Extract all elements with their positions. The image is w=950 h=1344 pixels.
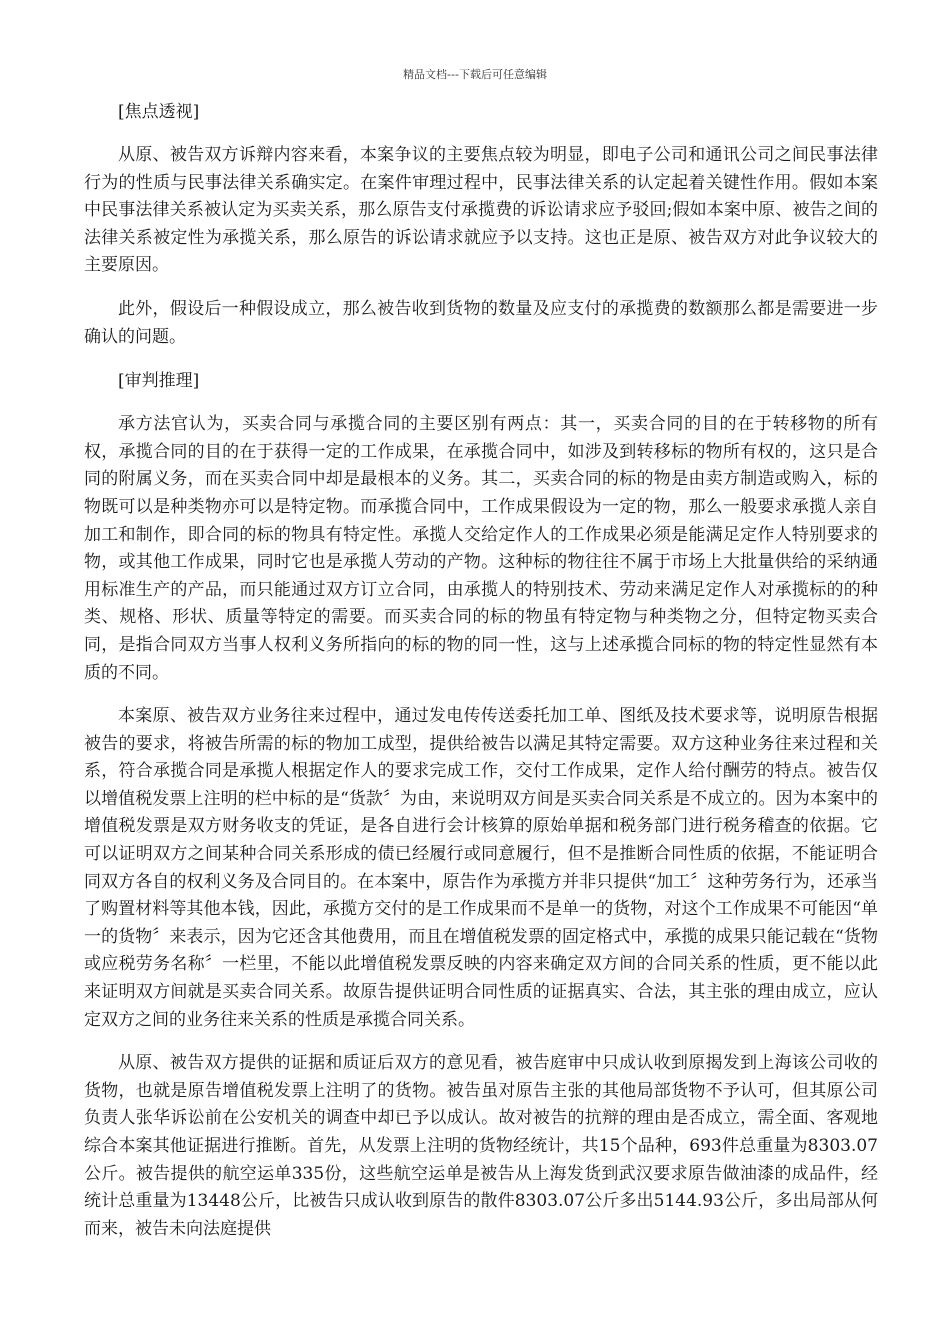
section-heading-focus: [焦点透视] [118,102,200,122]
paragraph: 承方法官认为，买卖合同与承揽合同的主要区别有两点：其一，买卖合同的目的在于转移物的所有权，承揽合同的目的在于获得一定的工作成果，在承揽合同中，如涉及到转移标的物所有权的，这只是合同的附属义务，而在买卖合同中却是最根本的义务。其二，买卖合同的标的物是由卖方制造或购入，标的物既可以是种类物亦可以是特定物。而承揽合同中，工作成果假设为一定的物，那么一般要求承揽人亲自加工和制作，即合同的标的物具有特定性。承揽人交给定作人的工作成果必须是能满足定作人特别要求的物，或其他工作成果，同时它也是承揽人劳动的产物。这种标的物往往不属于市场上大批量供给的采纳通用标准生产的产品，而只能通过双方订立合同，由承揽人的特别技术、劳动来满足定作人对承揽标的的种类、规格、形状、质量等特定的需要。而买卖合同的标的物虽有特定物与种类物之分，但特定物买卖合同，是指合同双方当事人权利义务所指向的标的物的同一性，这与上述承揽合同标的物的特定性显然有本质的不同。 [84,414,878,683]
document-body [84,98,878,1259]
paragraph: 此外，假设后一种假设成立，那么被告收到货物的数量及应支付的承揽费的数额那么都是需要进一步确认的问题。 [84,298,878,347]
paragraph: 本案原、被告双方业务往来过程中，通过发电传传送委托加工单、图纸及技术要求等，说明原告根据被告的要求，将被告所需的标的物加工成型，提供给被告以满足其特定需要。双方这种业务往来过程和关系，符合承揽合同是承揽人根据定作人的要求完成工作，交付工作成果，定作人给付酬劳的特点。被告仅以增值税发票上注明的栏中标的是“货款〞为由，来说明双方间是买卖合同关系是不成立的。因为本案中的增值税发票是双方财务收支的凭证，是各自进行会计核算的原始单据和税务部门进行税务稽查的依据。它可以证明双方之间某种合同关系形成的债已经履行或同意履行，但不是推断合同性质的依据，不能证明合同双方各自的权利义务及合同目的。在本案中，原告作为承揽方并非只提供“加工〞这种劳务行为，还承当了购置材料等其他本钱，因此，承揽方交付的是工作成果而不是单一的货物，对这个工作成果不可能因“单一的货物〞来表示，因为它还含其他费用，而且在增值税发票的固定格式中，承揽的成果只能记载在“货物或应税劳务名称〞一栏里，不能以此增值税发票反映的内容来确定双方间的合同关系的性质，更不能以此来证明双方间就是买卖合同关系。故原告提供证明合同性质的证据真实、合法，其主张的理由成立，应认定双方之间的业务往来关系的性质是承揽合同关系。 [84,706,878,1030]
header-note: 精品文档---下载后可任意编辑 [403,68,547,81]
section-heading-reasoning: [审判推理] [118,371,200,392]
paragraph: 从原、被告双方诉辩内容来看，本案争议的主要焦点较为明显，即电子公司和通讯公司之间民事法律行为的性质与民事法律关系确实定。在案件审理过程中，民事法律关系的认定起着关键性作用。假如本案中民事法律关系被认定为买卖关系，那么原告支付承揽费的诉讼请求应予驳回;假如本案中原、被告之间的法律关系被定性为承揽关系，那么原告的诉讼请求就应予以支持。这也正是原、被告双方对此争议较大的主要原因。 [84,145,878,276]
paragraph: 从原、被告双方提供的证据和质证后双方的意见看，被告庭审中只成认收到原揭发到上海该公司收的货物，也就是原告增值税发票上注明了的货物。被告虽对原告主张的其他局部货物不予认可，但其原公司负责人张华诉讼前在公安机关的调查中却已予以成认。故对被告的抗辩的理由是否成立，需全面、客观地综合本案其他证据进行推断。首先，从发票上注明的货物经统计，共15个品种，693件总重量为8303.07公斤。被告提供的航空运单335份，这些航空运单是被告从上海发货到武汉要求原告做油漆的成品件，经统计总重量为13448公斤，比被告只成认收到原告的散件8303.07公斤多出5144.93公斤，多出局部从何而来，被告未向法庭提供 [84,1053,878,1239]
